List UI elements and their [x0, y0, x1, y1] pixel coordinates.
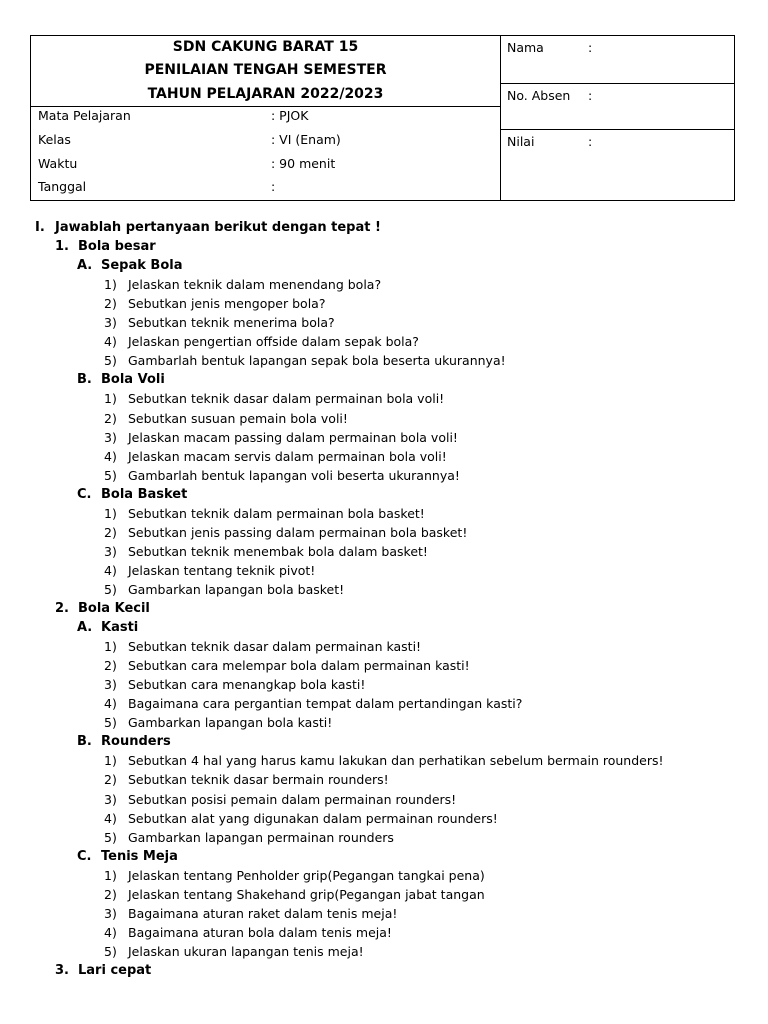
absen-colon: : — [588, 88, 593, 103]
question-number: 1) — [104, 277, 117, 293]
field-value: : — [271, 179, 276, 194]
question-item: Bagaimana aturan raket dalam tenis meja! — [128, 905, 398, 921]
field-value: : 90 menit — [271, 156, 336, 171]
school-name: SDN CAKUNG BARAT 15 — [172, 39, 359, 55]
question-number: 2) — [104, 410, 117, 426]
question-item: Sebutkan jenis passing dalam permainan bola basket! — [128, 524, 468, 540]
question-item: Gambarlah bentuk lapangan sepak bola beserta ukurannya! — [128, 353, 506, 369]
question-item: Jelaskan tentang Shakehand grip(Pegangan jabat tangan — [128, 886, 485, 902]
question-number: 5) — [104, 581, 117, 597]
question-number: 5) — [104, 353, 117, 369]
header-right — [500, 36, 735, 200]
question-number: 3) — [104, 677, 117, 693]
question-number: 3) — [104, 315, 117, 331]
question-number: 4) — [104, 924, 117, 940]
question-item: Jelaskan tentang Penholder grip(Pegangan tangkai pena) — [128, 867, 485, 883]
question-item: Sebutkan teknik menembak bola dalam basket! — [128, 543, 428, 559]
field-value: : VI (Enam) — [271, 132, 341, 147]
question-number: 3) — [104, 791, 117, 807]
question-number: 2) — [104, 296, 117, 312]
subsection-title: Rounders — [101, 734, 171, 750]
question-number: 1) — [104, 391, 117, 407]
question-number: 2) — [104, 524, 117, 540]
section-title: Jawablah pertanyaan berikut dengan tepat ! — [55, 220, 381, 235]
subsection-letter: A. — [77, 620, 93, 636]
question-item: Sebutkan teknik dasar bermain rounders! — [128, 772, 389, 788]
question-number: 3) — [104, 543, 117, 559]
group-number: 2. — [55, 601, 69, 616]
question-number: 1) — [104, 639, 117, 655]
question-number: 1) — [104, 505, 117, 521]
question-item: Gambarkan lapangan permainan rounders — [128, 829, 394, 845]
field-row — [38, 108, 498, 131]
question-number: 4) — [104, 334, 117, 350]
field-row — [38, 132, 498, 155]
question-number: 2) — [104, 658, 117, 674]
subsection-title: Sepak Bola — [101, 258, 183, 274]
group-number: 3. — [55, 962, 69, 978]
question-number: 4) — [104, 810, 117, 826]
exam-name: PENILAIAN TENGAH SEMESTER — [144, 62, 387, 79]
group-title: Bola Kecil — [78, 601, 150, 616]
section-number: I. — [35, 220, 45, 235]
field-label: Tanggal — [38, 179, 87, 194]
nilai-cell[interactable] — [500, 130, 735, 200]
question-number: 5) — [104, 467, 117, 483]
question-item: Jelaskan macam passing dalam permainan bola voli! — [128, 429, 458, 445]
question-item: Jelaskan macam servis dalam permainan bola voli! — [128, 448, 447, 464]
header-info — [31, 106, 500, 202]
question-item: Sebutkan jenis mengoper bola? — [128, 296, 326, 312]
nilai-label: Nilai — [507, 134, 535, 149]
question-item: Jelaskan teknik dalam menendang bola? — [128, 277, 382, 293]
name-cell[interactable] — [500, 36, 735, 84]
question-number: 2) — [104, 772, 117, 788]
question-item: Sebutkan 4 hal yang harus kamu lakukan dan perhatikan sebelum bermain rounders! — [128, 753, 664, 769]
field-value: : PJOK — [271, 108, 309, 123]
question-item: Gambarlah bentuk lapangan voli beserta ukurannya! — [128, 467, 460, 483]
question-number: 2) — [104, 886, 117, 902]
subsection-title: Tenis Meja — [101, 848, 178, 864]
question-number: 3) — [104, 429, 117, 445]
question-item: Bagaimana cara pergantian tempat dalam pertandingan kasti? — [128, 696, 523, 712]
subsection-title: Bola Voli — [101, 372, 165, 388]
question-number: 5) — [104, 943, 117, 959]
field-label: Kelas — [38, 132, 71, 147]
question-item: Jelaskan tentang teknik pivot! — [128, 562, 316, 578]
header-left — [31, 36, 501, 200]
subsection-title: Kasti — [101, 620, 139, 636]
question-item: Gambarkan lapangan bola basket! — [128, 581, 345, 597]
question-item: Sebutkan teknik menerima bola? — [128, 315, 335, 331]
header-title-block — [31, 36, 500, 106]
field-row — [38, 156, 498, 179]
field-label: Waktu — [38, 156, 78, 171]
question-item: Jelaskan pengertian offside dalam sepak bola? — [128, 334, 419, 350]
group-title: Lari cepat — [78, 962, 152, 978]
subsection-title: Bola Basket — [101, 486, 188, 502]
name-label: Nama — [507, 40, 544, 55]
academic-year: TAHUN PELAJARAN 2022/2023 — [147, 85, 384, 102]
question-item: Sebutkan posisi pemain dalam permainan rounders! — [128, 791, 457, 807]
question-number: 4) — [104, 562, 117, 578]
question-item: Gambarkan lapangan bola kasti! — [128, 715, 333, 731]
question-number: 4) — [104, 448, 117, 464]
question-item: Sebutkan susuan pemain bola voli! — [128, 410, 348, 426]
question-number: 1) — [104, 753, 117, 769]
absen-cell[interactable] — [500, 84, 735, 130]
question-item: Sebutkan teknik dalam permainan bola basket! — [128, 505, 425, 521]
question-item: Sebutkan cara melempar bola dalam permainan kasti! — [128, 658, 470, 674]
question-item: Sebutkan cara menangkap bola kasti! — [128, 677, 366, 693]
absen-label: No. Absen — [507, 88, 571, 103]
question-number: 4) — [104, 696, 117, 712]
subsection-letter: C. — [77, 848, 92, 864]
question-item: Sebutkan teknik dasar dalam permainan bola voli! — [128, 391, 445, 407]
question-number: 5) — [104, 715, 117, 731]
field-label: Mata Pelajaran — [38, 108, 131, 123]
field-row — [38, 179, 498, 202]
group-title: Bola besar — [78, 239, 156, 255]
subsection-letter: B. — [77, 734, 92, 750]
question-item: Jelaskan ukuran lapangan tenis meja! — [128, 943, 364, 959]
name-colon: : — [588, 40, 593, 55]
header-table — [30, 35, 735, 201]
question-item: Sebutkan alat yang digunakan dalam permainan rounders! — [128, 810, 498, 826]
question-item: Bagaimana aturan bola dalam tenis meja! — [128, 924, 392, 940]
question-item: Sebutkan teknik dasar dalam permainan kasti! — [128, 639, 422, 655]
question-number: 3) — [104, 905, 117, 921]
question-number: 1) — [104, 867, 117, 883]
subsection-letter: C. — [77, 486, 92, 502]
subsection-letter: A. — [77, 258, 93, 274]
subsection-letter: B. — [77, 372, 92, 388]
nilai-colon: : — [588, 134, 593, 149]
question-number: 5) — [104, 829, 117, 845]
group-number: 1. — [55, 239, 69, 255]
